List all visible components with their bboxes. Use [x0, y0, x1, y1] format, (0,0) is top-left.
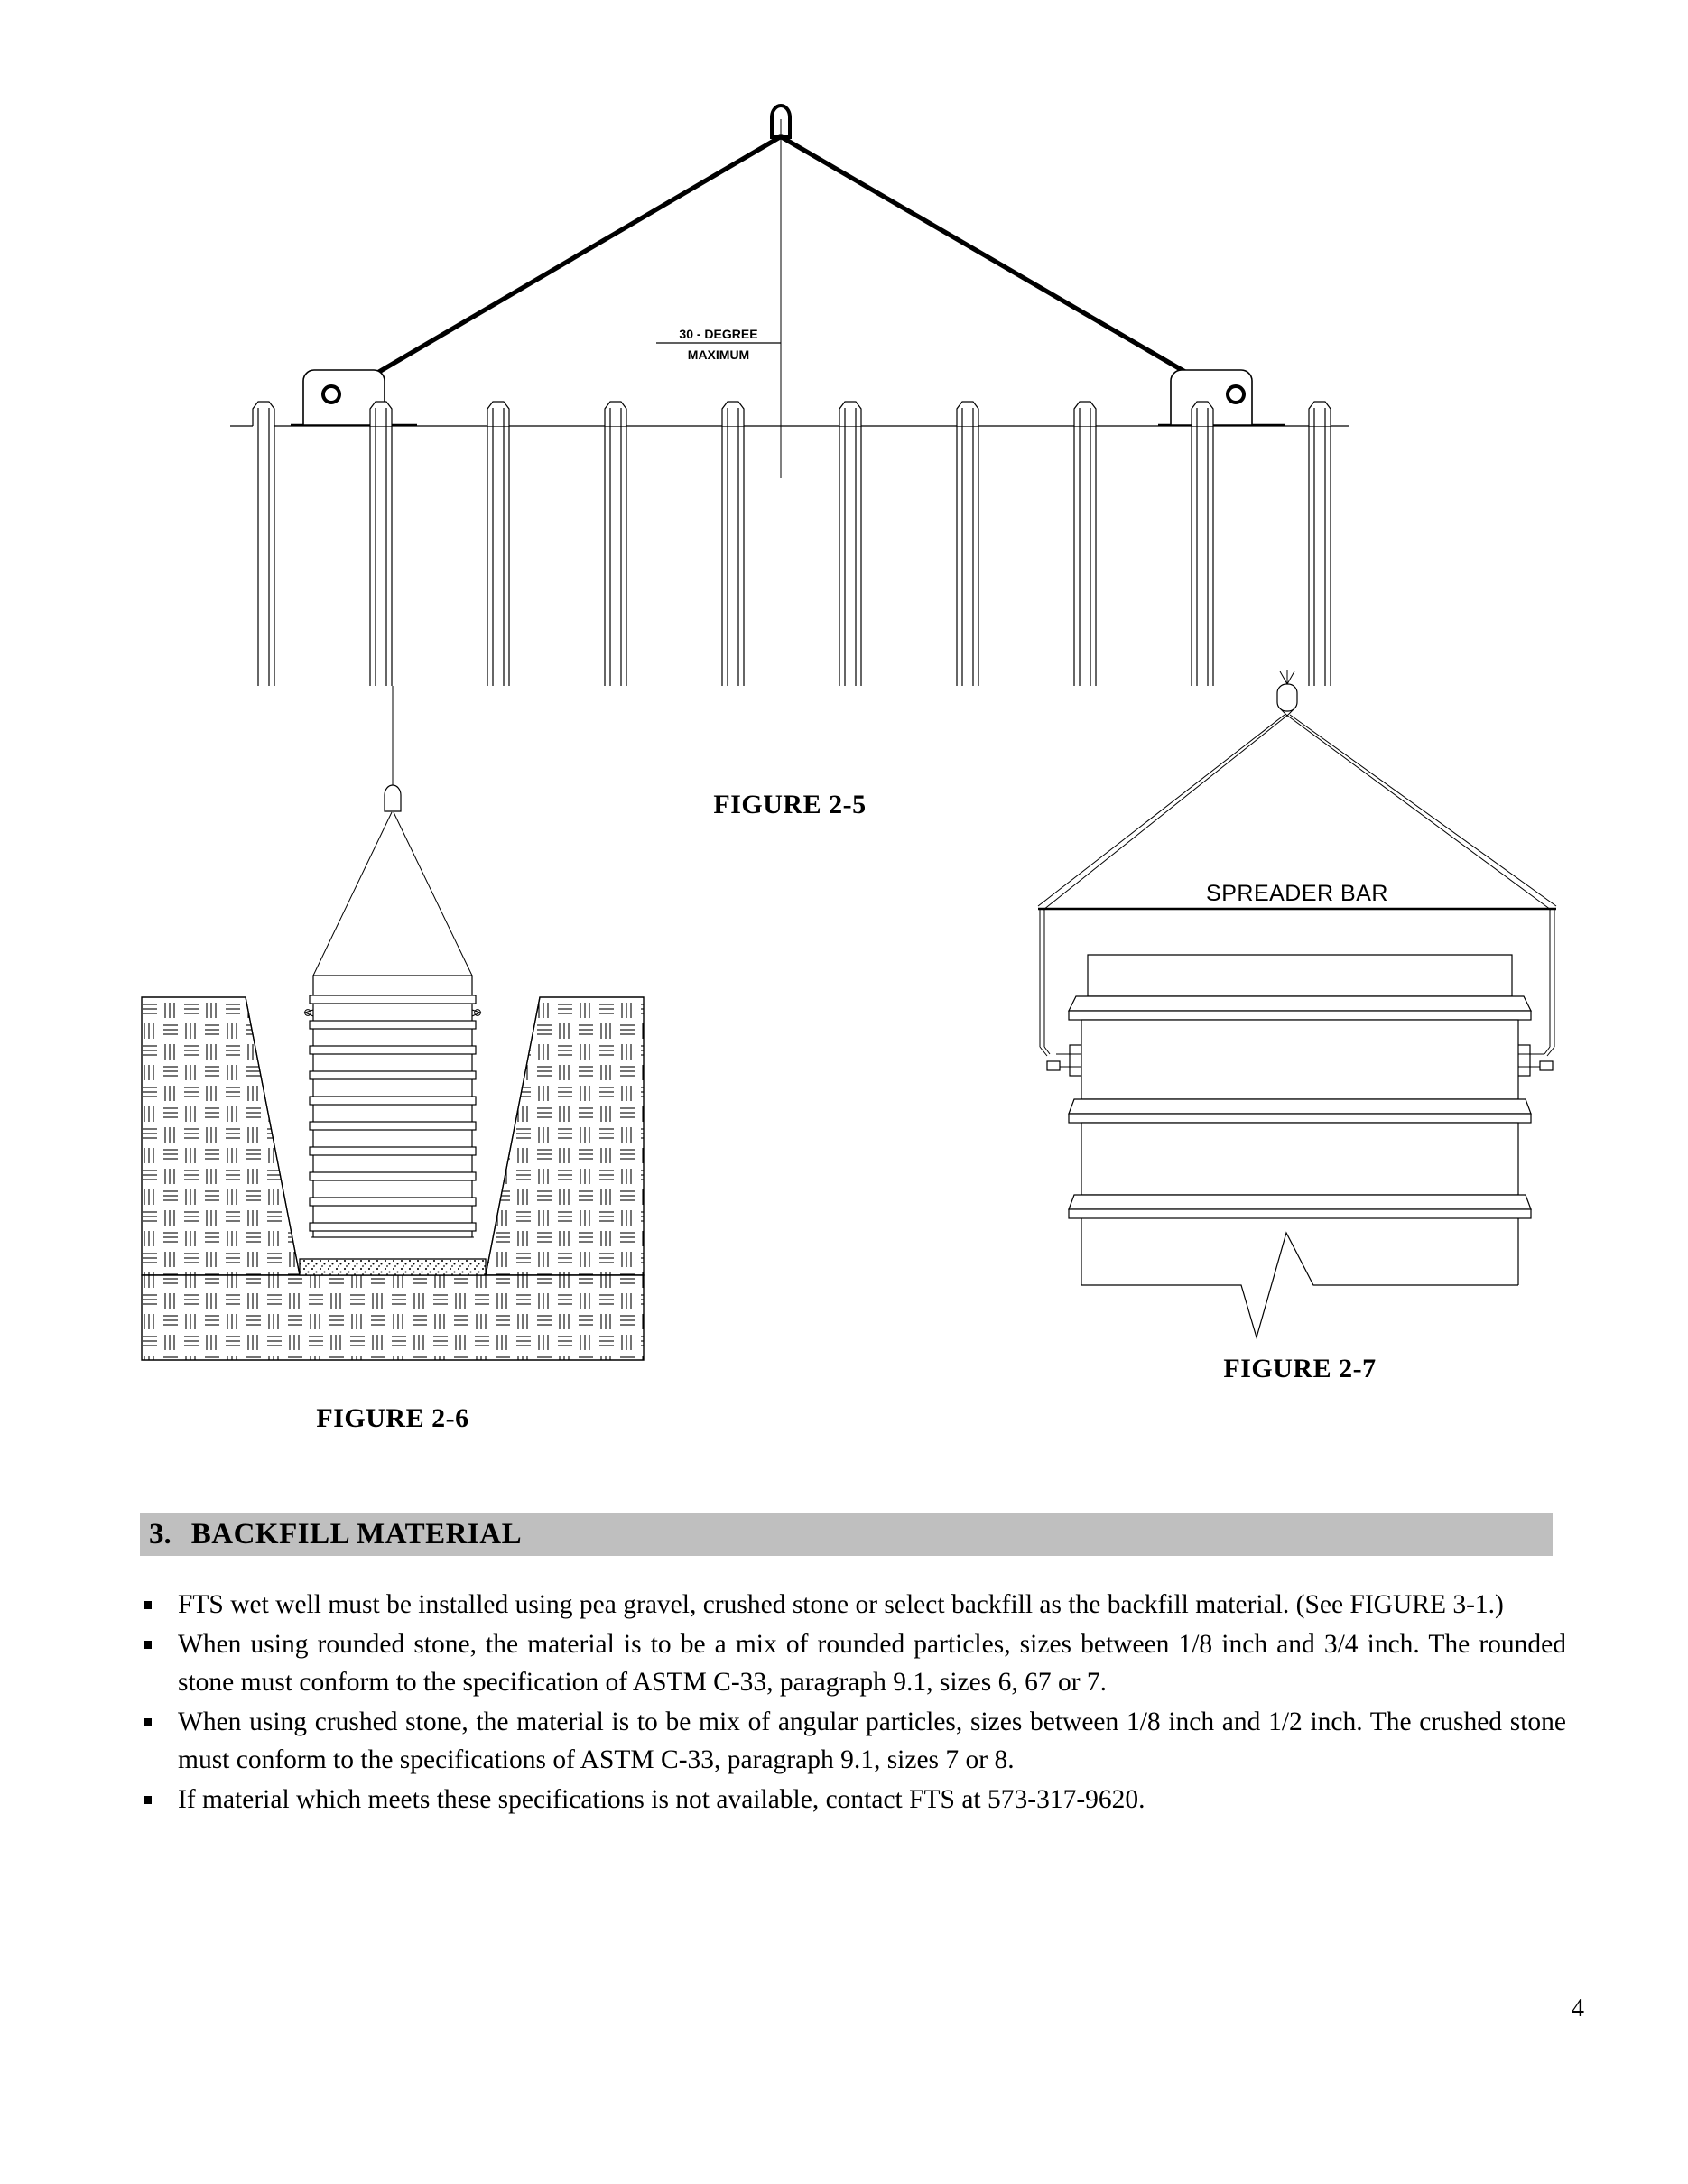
angle-annotation: [656, 327, 781, 362]
spreader-bar-label: SPREADER BAR: [1206, 881, 1388, 906]
section-heading-banner: [140, 1513, 1553, 1556]
spreader-bar-icon: [1038, 881, 1556, 909]
tank-lug-right: [472, 1010, 480, 1016]
bullet-square-icon: [140, 1625, 178, 1653]
section-title: BACKFILL MATERIAL: [190, 1517, 523, 1550]
tank-sling-right: [394, 812, 472, 976]
bullet-square-icon: [140, 1703, 178, 1731]
corrugated-wet-well-icon: [1069, 955, 1531, 1337]
list-item: [140, 1625, 1566, 1701]
angle-label-top: 30 - DEGREE: [679, 327, 758, 341]
shackle-icon: [1277, 670, 1297, 716]
figure-2-6: [140, 772, 645, 1458]
list-item: [140, 1703, 1566, 1779]
list-item: [140, 1586, 1566, 1624]
backfill-material-bullet-list: [140, 1586, 1566, 1820]
figure-2-6-drawing: [140, 772, 645, 1458]
list-item-text: When using crushed stone, the material is to be mix of angular particles, sizes between 1/8 inch and 1/2 inch. The crushed stone must conform to the specifications of ASTM C-33, paragraph 9.1, sizes 7 or 8.: [178, 1707, 1566, 1774]
shackle-icon: [772, 106, 790, 137]
corrugated-wet-well-icon: [305, 976, 481, 1237]
list-item-text: When using rounded stone, the material is to be a mix of rounded particles, sizes between 1/8 inch and 3/4 inch. The rounded stone must conform to the specification of ASTM C-33, paragraph 9.1, sizes 6, 67 or 7.: [178, 1630, 1566, 1697]
crane-hook-icon: [385, 785, 401, 811]
figure-2-7-caption: FIGURE 2-7: [1223, 1354, 1377, 1384]
sheet-pile-panel-icon: [253, 402, 1331, 686]
figure-2-5-caption: FIGURE 2-5: [713, 790, 867, 819]
bullet-square-icon: [140, 1781, 178, 1809]
figure-2-7: [1020, 668, 1580, 1417]
sling-left: [325, 137, 780, 403]
figure-2-6-caption: FIGURE 2-6: [316, 1403, 469, 1433]
gravel-bedding-icon: [300, 1259, 486, 1275]
bullet-square-icon: [140, 1586, 178, 1614]
tank-sling-left: [313, 812, 392, 976]
vertical-sling-left: [1040, 909, 1050, 1056]
break-line-icon: [1081, 1233, 1518, 1337]
list-item-text: FTS wet well must be installed using pea gravel, crushed stone or select backfill as the backfill material. (See FIGURE 3-1.): [178, 1590, 1504, 1619]
list-item: [140, 1781, 1566, 1818]
vertical-sling-right: [1544, 909, 1554, 1056]
page-number: 4: [1572, 1994, 1584, 2022]
angle-label-bottom: MAXIMUM: [687, 347, 750, 362]
section-number: 3.: [149, 1517, 172, 1550]
list-item-text: If material which meets these specifications is not available, contact FTS at 573-317-9620.: [178, 1785, 1145, 1814]
tank-lug-left: [305, 1010, 313, 1016]
sling-right: [782, 137, 1239, 403]
figure-2-7-drawing: [1020, 668, 1580, 1417]
